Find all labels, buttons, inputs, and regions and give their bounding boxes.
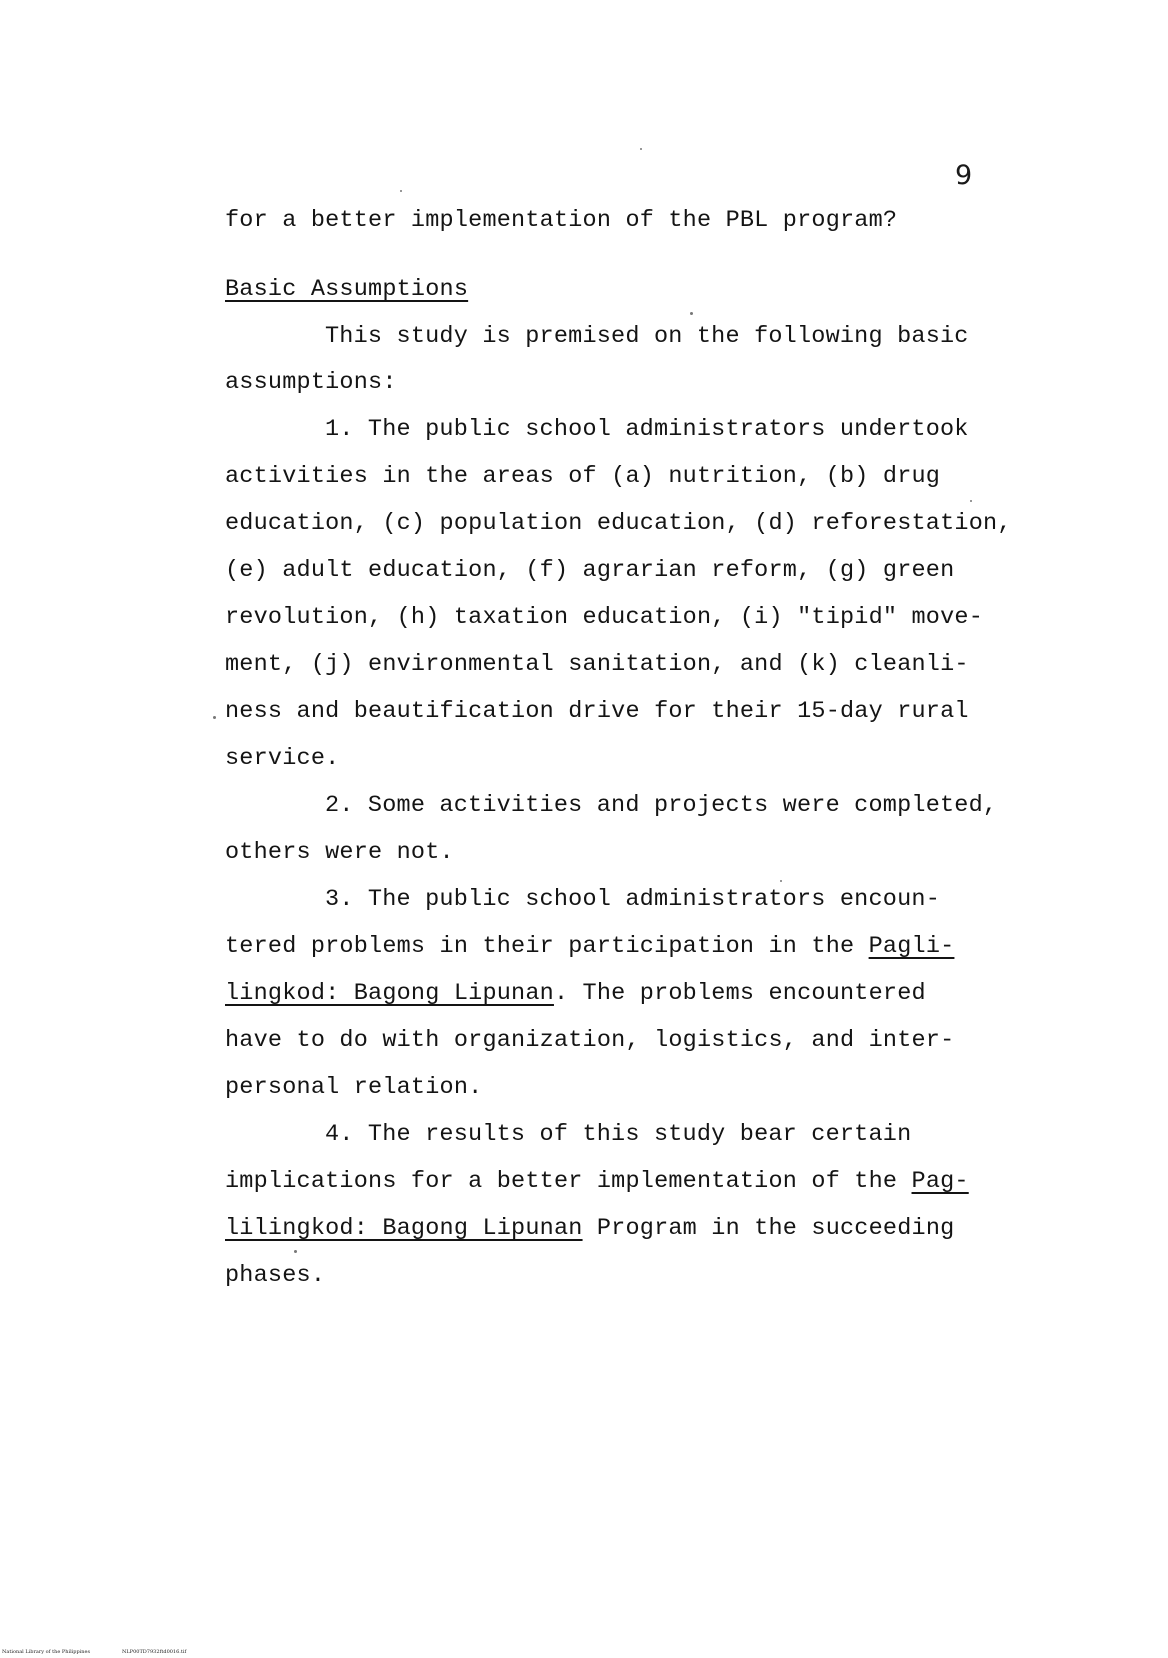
text-line: education, (c) population education, (d) reforestation,: [225, 510, 1012, 537]
section-heading: Basic Assumptions: [225, 276, 469, 303]
scan-speck: [640, 148, 642, 150]
text-line: assumptions:: [225, 369, 397, 396]
assumption-3-line: 3. The public school administrators encoun-: [325, 886, 940, 913]
text-line: ment, (j) environmental sanitation, and (k) cleanli-: [225, 651, 969, 678]
text-line: (e) adult education, (f) agrarian reform, (g) green: [225, 557, 955, 584]
scan-speck: [213, 716, 216, 719]
text-run: implications for a better implementation of the: [225, 1168, 912, 1195]
assumption-1-line: 1. The public school administrators undertook: [325, 416, 969, 443]
scan-speck: [970, 500, 972, 502]
text-line: others were not.: [225, 839, 454, 866]
text-line: [225, 935, 954, 959]
page-number: 9: [955, 160, 973, 191]
text-line: [225, 1217, 954, 1241]
program-name-underlined: Pagli-: [868, 933, 955, 960]
footer-library: National Library of the Philippines: [2, 1649, 91, 1655]
text-line: revolution, (h) taxation education, (i) "tipid" move-: [225, 604, 984, 631]
program-name-underlined: Pag-: [911, 1168, 969, 1195]
footer-file: NLP00TD7932ftd0016.tif: [122, 1649, 187, 1655]
text-line: This study is premised on the following basic: [325, 323, 969, 350]
text-run: tered problems in their participation in the: [225, 933, 869, 960]
text-line: phases.: [225, 1262, 326, 1289]
text-run: . The problems encountered: [553, 980, 926, 1007]
text-line: ness and beautification drive for their 15-day rural: [225, 698, 969, 725]
text-line: for a better implementation of the PBL program?: [225, 207, 898, 234]
text-line: personal relation.: [225, 1074, 483, 1101]
program-name-underlined: lingkod: Bagong Lipunan: [225, 980, 554, 1007]
scan-speck: [400, 190, 402, 192]
scan-speck: [780, 880, 782, 882]
assumption-2-line: 2. Some activities and projects were completed,: [325, 792, 998, 819]
scan-footer: [2, 1649, 218, 1655]
scan-speck: [690, 312, 693, 315]
scan-speck: [294, 1250, 297, 1253]
text-line: service.: [225, 745, 340, 772]
text-line: activities in the areas of (a) nutrition, (b) drug: [225, 463, 941, 490]
text-line: [225, 982, 926, 1006]
program-name-underlined: lilingkod: Bagong Lipunan: [225, 1215, 583, 1242]
text-run: Program in the succeeding: [582, 1215, 955, 1242]
text-line: [225, 1170, 969, 1194]
assumption-4-line: 4. The results of this study bear certain: [325, 1121, 912, 1148]
text-line: have to do with organization, logistics, and inter-: [225, 1027, 955, 1054]
